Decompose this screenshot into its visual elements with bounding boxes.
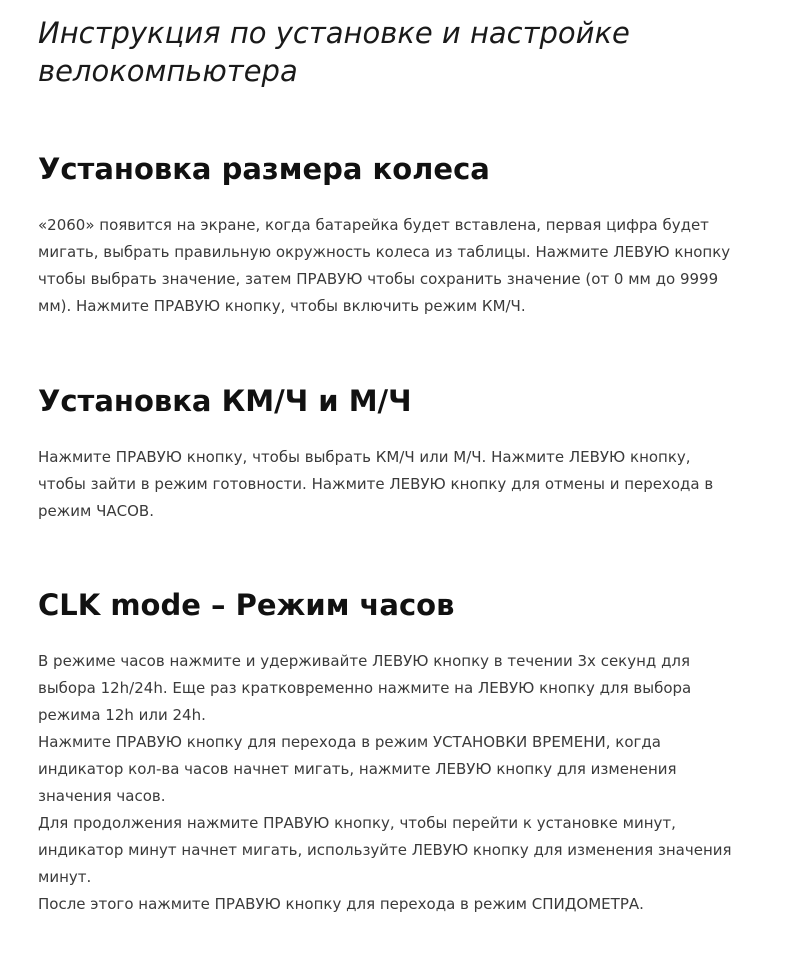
paragraph-line: Нажмите ПРАВУЮ кнопку, чтобы выбрать КМ/Ч или М/Ч. Нажмите ЛЕВУЮ кнопку,	[38, 448, 691, 466]
paragraph-line: индикатор кол-ва часов начнет мигать, нажмите ЛЕВУЮ кнопку для изменения	[38, 760, 677, 778]
section-heading-units: Установка КМ/Ч и М/Ч	[38, 384, 412, 418]
paragraph-line: индикатор минут начнет мигать, используйте ЛЕВУЮ кнопку для изменения значения	[38, 841, 732, 859]
paragraph-line: мм). Нажмите ПРАВУЮ кнопку, чтобы включить режим КМ/Ч.	[38, 297, 526, 315]
page-title-line: Инструкция по установке и настройке	[38, 16, 630, 50]
paragraph-line: Для продолжения нажмите ПРАВУЮ кнопку, чтобы перейти к установке минут,	[38, 814, 676, 832]
section-body-clock-mode	[38, 648, 778, 918]
paragraph-line: режима 12h или 24h.	[38, 706, 206, 724]
page-title	[38, 14, 758, 90]
section-heading-wheel-size: Установка размера колеса	[38, 152, 490, 186]
paragraph-line: минут.	[38, 868, 92, 886]
paragraph-line: режим ЧАСОВ.	[38, 502, 154, 520]
paragraph-line: После этого нажмите ПРАВУЮ кнопку для перехода в режим СПИДОМЕТРА.	[38, 895, 644, 913]
section-body-wheel-size	[38, 212, 778, 320]
paragraph-line: мигать, выбрать правильную окружность колеса из таблицы. Нажмите ЛЕВУЮ кнопку	[38, 243, 731, 261]
paragraph-line: значения часов.	[38, 787, 166, 805]
paragraph-line: В режиме часов нажмите и удерживайте ЛЕВУЮ кнопку в течении 3х секунд для	[38, 652, 691, 670]
section-body-units	[38, 444, 778, 525]
paragraph-line: Нажмите ПРАВУЮ кнопку для перехода в режим УСТАНОВКИ ВРЕМЕНИ, когда	[38, 733, 661, 751]
paragraph-line: выбора 12h/24h. Еще раз кратковременно нажмите на ЛЕВУЮ кнопку для выбора	[38, 679, 692, 697]
section-heading-clock-mode: CLK mode – Режим часов	[38, 588, 455, 622]
paragraph-line: «2060» появится на экране, когда батарейка будет вставлена, первая цифра будет	[38, 216, 709, 234]
paragraph-line: чтобы зайти в режим готовности. Нажмите ЛЕВУЮ кнопку для отмены и перехода в	[38, 475, 714, 493]
page-title-line: велокомпьютера	[38, 54, 298, 88]
paragraph-line: чтобы выбрать значение, затем ПРАВУЮ чтобы сохранить значение (от 0 мм до 9999	[38, 270, 719, 288]
